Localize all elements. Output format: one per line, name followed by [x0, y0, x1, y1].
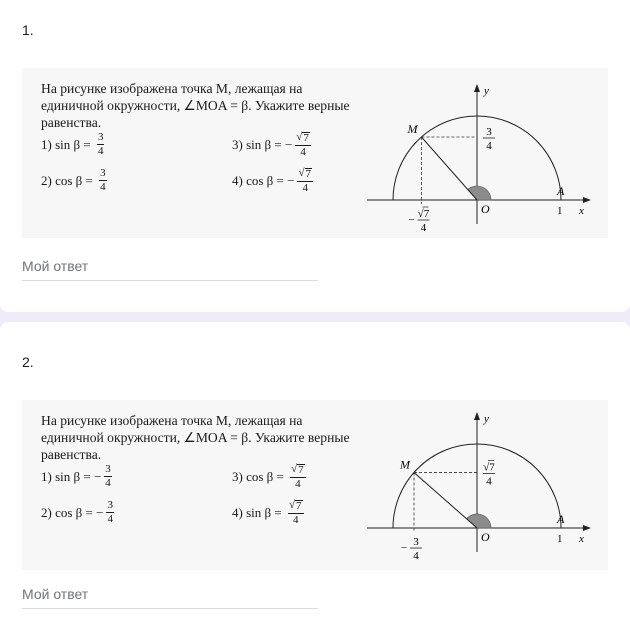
y-fraction-den: 4 — [486, 475, 492, 488]
label-o: O — [481, 530, 490, 544]
label-a: A — [557, 512, 565, 526]
label-one: 1 — [557, 205, 563, 217]
option-2: 2) cos β = − $\frac{3}{4}$ — [41, 499, 113, 525]
label-m: M — [400, 457, 410, 472]
label-x: x — [579, 205, 584, 217]
y-fraction-num: 3 — [486, 126, 492, 138]
y-axis-arrow — [474, 412, 480, 420]
label-y: y — [484, 413, 489, 425]
x-axis-arrow — [583, 197, 591, 203]
x-fraction-num: 3 — [413, 536, 419, 548]
option-3: 3) sin β = − √ 7 4 — [232, 131, 309, 158]
problem-text: На рисунке изображена точка M, лежащая на единичной окружности, ∠MOA = β. Укажите верные равенства. — [41, 81, 350, 130]
question-number: 1. — [22, 22, 34, 38]
question-image — [22, 400, 608, 570]
option-4: 4) sin β = √ 7 4 — [232, 499, 302, 526]
option-1: 1) sin β = − $\frac{3}{4}$ — [41, 463, 111, 489]
label-one: 1 — [557, 533, 563, 545]
question-card-1 — [0, 0, 630, 312]
label-o: O — [481, 202, 490, 216]
option-1: 1) sin β = $\frac{3}{4}$ — [41, 131, 104, 157]
angle-beta-sector — [466, 514, 491, 528]
option-3: 3) cos β = √ 7 4 — [232, 463, 304, 490]
y-fraction-den: 4 — [486, 140, 492, 152]
x-fraction-num: √7 — [417, 208, 430, 220]
y-fraction-num: √7 — [483, 461, 495, 474]
option-4: 4) cos β = − √ 7 4 — [232, 167, 311, 194]
unit-circle-diagram — [367, 84, 607, 236]
question-image — [22, 68, 608, 238]
problem-text: На рисунке изображена точка M, лежащая на единичной окружности, ∠MOA = β. Укажите верные равенства. — [41, 413, 350, 462]
radius-om — [414, 472, 477, 528]
x-fraction-sign: − — [400, 542, 408, 554]
label-a: A — [557, 184, 565, 198]
y-axis-arrow — [474, 84, 480, 92]
x-fraction-sign: − — [408, 214, 415, 226]
x-axis-arrow — [583, 525, 591, 531]
label-m: M — [407, 122, 418, 136]
x-fraction-den: 4 — [413, 550, 419, 562]
label-y: y — [484, 85, 489, 97]
label-x: x — [579, 533, 584, 545]
answer-input[interactable]: Мой ответ — [22, 258, 318, 281]
option-2: 2) cos β = $\frac{3}{4}$ — [41, 167, 106, 193]
radius-om — [421, 137, 477, 200]
question-card-2 — [0, 322, 630, 628]
answer-input[interactable]: Мой ответ — [22, 586, 318, 609]
x-fraction-den: 4 — [420, 222, 427, 234]
question-number: 2. — [22, 354, 34, 370]
unit-circle-diagram — [367, 412, 607, 564]
